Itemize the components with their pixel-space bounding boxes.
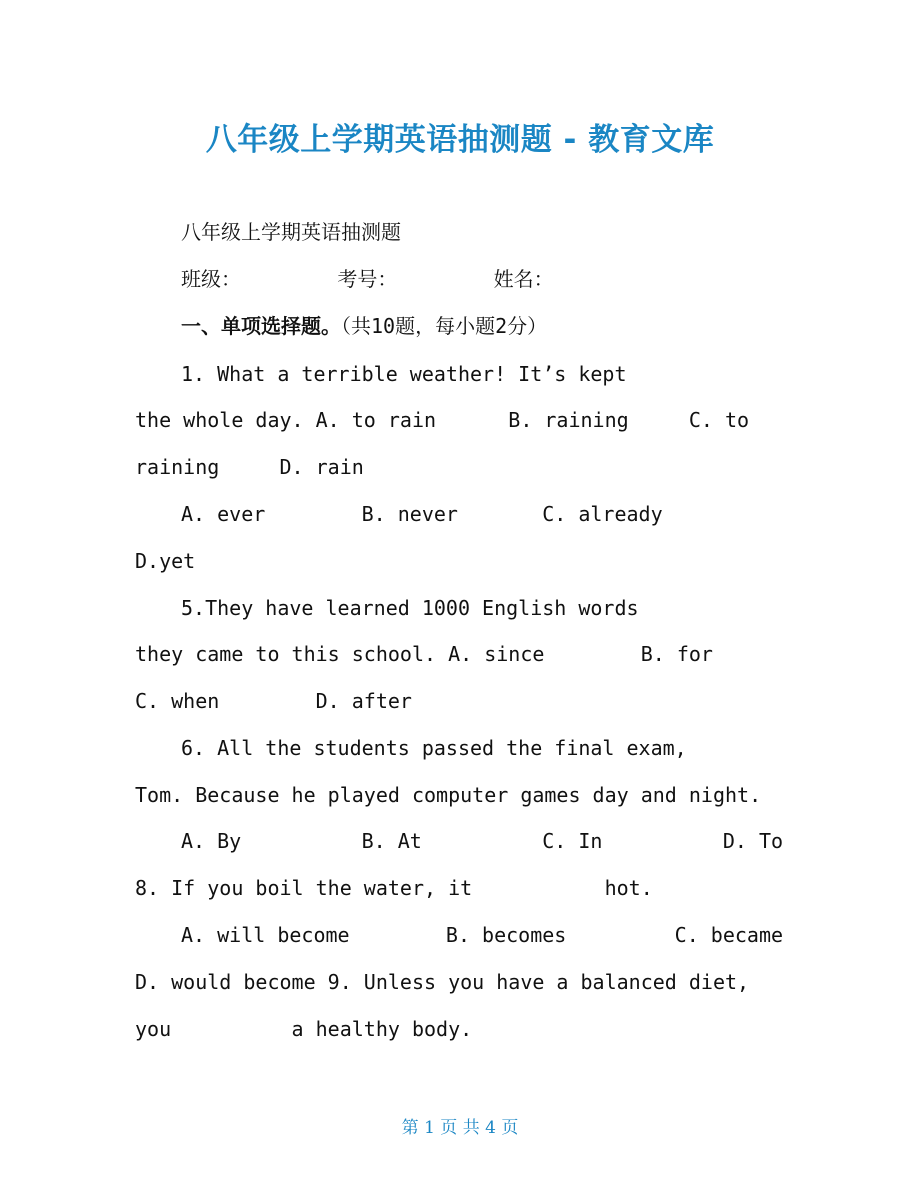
text-line: 5.They have learned 1000 English words xyxy=(181,596,639,620)
section-heading: 一、单项选择题。 xyxy=(181,314,341,338)
text-line: 8. If you boil the water, it hot. xyxy=(135,876,653,900)
text-line: raining D. rain xyxy=(135,455,364,479)
text-line: A. will become B. becomes C. became xyxy=(181,923,784,947)
text-line: C. when D. after xyxy=(135,689,412,713)
text-line: 6. All the students passed the final exam, xyxy=(181,736,687,760)
text-line: 1. What a terrible weather! It’s kept xyxy=(181,362,627,386)
section-note: （共10题，每小题2分） xyxy=(341,314,548,338)
text-line: Tom. Because he played computer games day and night. xyxy=(135,783,762,807)
page-number-footer: 第 1 页 共 4 页 xyxy=(401,1118,519,1138)
page-title: 八年级上学期英语抽测题 - 教育文库 xyxy=(205,122,715,158)
text-line: the whole day. A. to rain B. raining C. to xyxy=(135,408,750,432)
text-line: you a healthy body. xyxy=(135,1017,473,1041)
text-line: A. By B. At C. In D. To xyxy=(181,829,784,853)
doc-heading: 八年级上学期英语抽测题 xyxy=(181,220,401,244)
section-heading-row xyxy=(181,312,547,340)
text-line: D.yet xyxy=(135,549,196,573)
info-line: 班级： 考号： 姓名： xyxy=(181,267,554,291)
text-line: A. ever B. never C. already xyxy=(181,502,663,526)
text-line: D. would become 9. Unless you have a balanced diet, xyxy=(135,970,750,994)
text-line: they came to this school. A. since B. for xyxy=(135,642,713,666)
